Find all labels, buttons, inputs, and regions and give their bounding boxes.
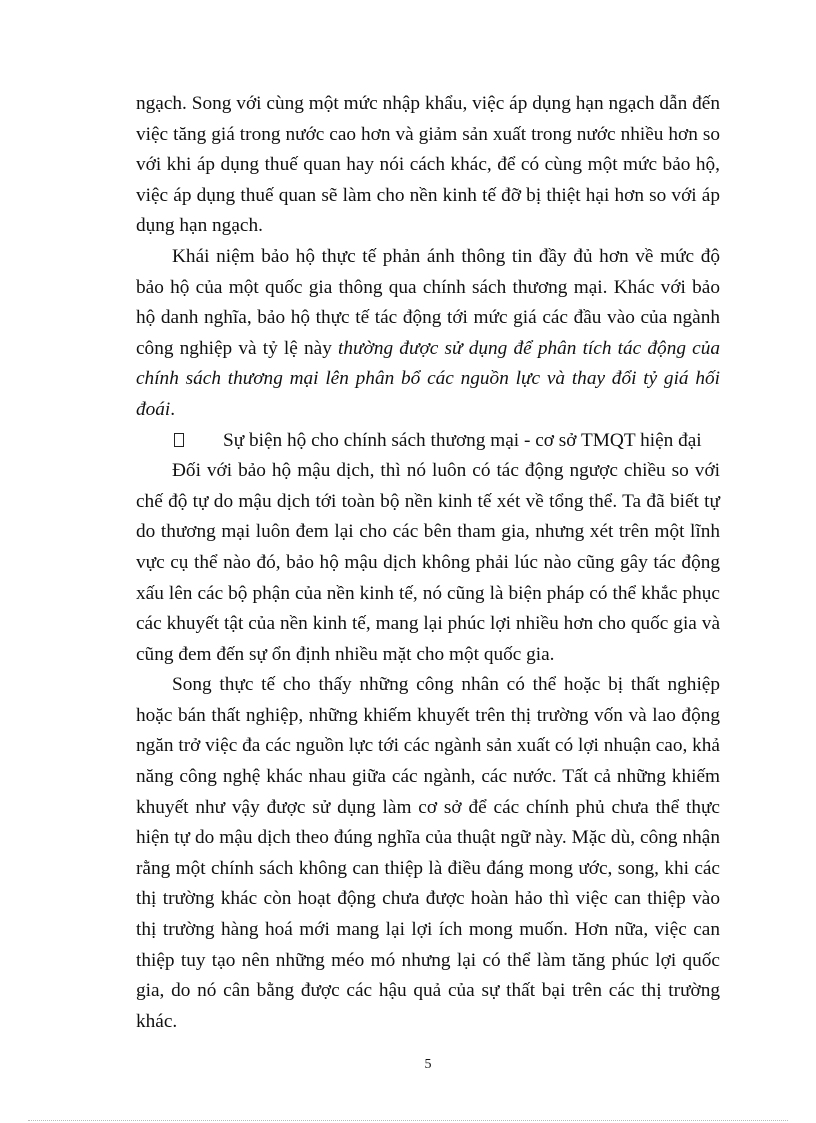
checkbox-square-icon	[174, 433, 184, 447]
paragraph-2-text: Khái niệm bảo hộ thực tế phản ánh thông tin đầy đủ hơn về mức độ bảo hộ của một quốc gia thông qua chính sách thương mại. Khác với bảo hộ danh nghĩa, bảo hộ thực tế tác động tới mức giá các đầu vào của ngành công nghiệp và tỷ lệ này	[136, 245, 720, 359]
paragraph-2	[136, 242, 720, 426]
paragraph-3: Đối với bảo hộ mậu dịch, thì nó luôn có tác động ngược chiều so với chế độ tự do mậu dịch tới toàn bộ nền kinh tế xét về tổng thể. Ta đã biết tự do thương mại luôn đem lại cho các bên tham gia, nhưng xét trên một lĩnh vực cụ thể nào đó, bảo hộ mậu dịch không phải lúc nào cũng gây tác động xấu lên các bộ phận của nền kinh tế, nó cũng là biện pháp có thể khắc phục các khuyết tật của nền kinh tế, mang lại phúc lợi nhiều hơn cho quốc gia và cũng đem đến sự ổn định nhiều mặt cho một quốc gia.	[136, 460, 720, 665]
paragraph-4: Song thực tế cho thấy những công nhân có thể hoặc bị thất nghiệp hoặc bán thất nghiệp, những khiếm khuyết trên thị trường vốn và lao động ngăn trở việc đa các nguồn lực tới các ngành sản xuất có lợi nhuận cao, khả năng công nghệ khác nhau giữa các ngành, các nước. Tất cả những khiếm khuyết như vậy được sử dụng làm cơ sở để các chính phủ chưa thể thực hiện tự do mậu dịch theo đúng nghĩa của thuật ngữ này. Mặc dù, công nhận rằng một chính sách không can thiệp là điều đáng mong ước, song, khi các thị trường khác còn hoạt động chưa được hoàn hảo thì việc can thiệp vào thị trường hàng hoá mới mang lại lợi ích mong muốn. Hơn nữa, việc can thiệp tuy tạo nên những méo mó nhưng lại có thể làm tăng phúc lợi quốc gia, do nó cân bằng được các hậu quả của sự thất bại trên các thị trường khác.	[136, 674, 720, 1032]
page-border-divider	[28, 1120, 788, 1121]
paragraph-1: ngạch. Song với cùng một mức nhập khẩu, việc áp dụng hạn ngạch dẫn đến việc tăng giá trong nước cao hơn và giảm sản xuất trong nước nhiều hơn so với khi áp dụng thuế quan hay nói cách khác, để có cùng một mức bảo hộ, việc áp dụng thuế quan sẽ làm cho nền kinh tế đỡ bị thiệt hại hơn so với áp dụng hạn ngạch.	[136, 93, 720, 237]
body-text	[136, 89, 720, 1037]
section-heading-text: Sự biện hộ cho chính sách thương mại - cơ sở TMQT hiện đại	[223, 429, 702, 451]
page-number: 5	[424, 1057, 432, 1072]
paragraph-2-italic-text: thường được sử dụng để phân tích tác động của chính sách thương mại lên phân bổ các nguồn lực và thay đổi tỷ giá hối đoái	[136, 337, 720, 420]
section-heading	[136, 426, 720, 457]
paragraph-2-end: .	[170, 398, 176, 420]
